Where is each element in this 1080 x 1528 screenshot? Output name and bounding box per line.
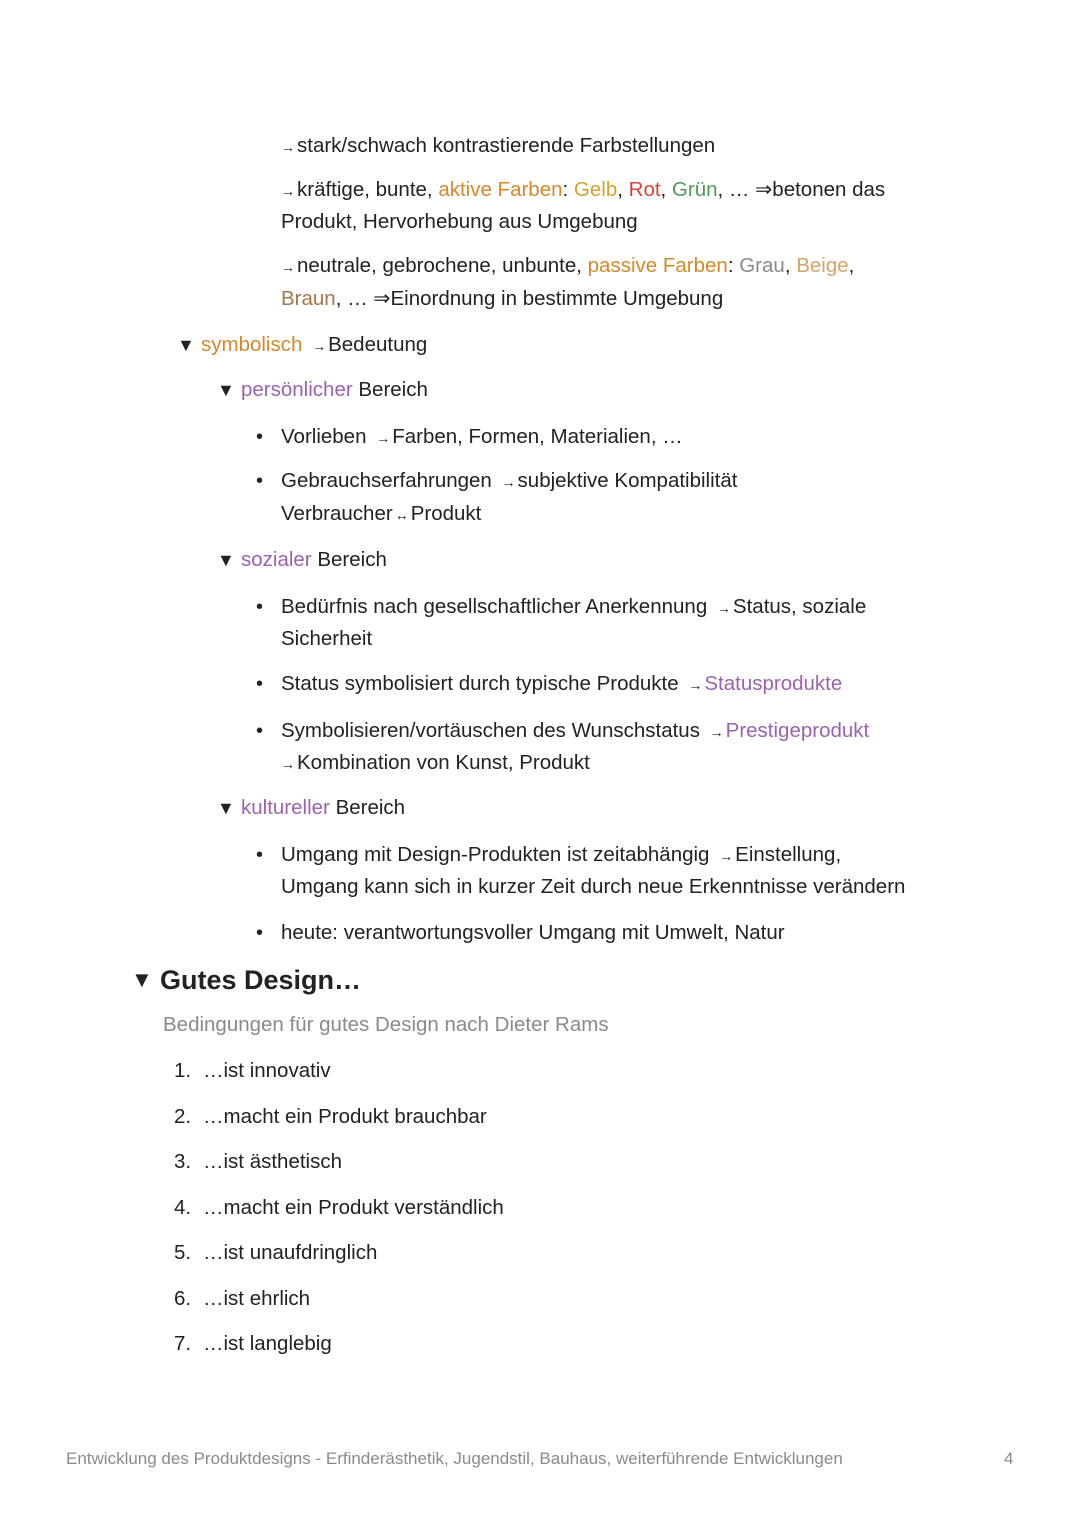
list-number: 4. bbox=[174, 1195, 192, 1219]
list-item: …ist unaufdringlich bbox=[203, 1241, 378, 1264]
arrow-right-icon: → bbox=[281, 756, 295, 772]
passive-colors-term: passive Farben bbox=[587, 254, 728, 277]
list-number: 5. bbox=[174, 1241, 192, 1264]
bullet-icon: • bbox=[256, 470, 264, 492]
list-number: 2. bbox=[174, 1104, 192, 1128]
list-item: …macht ein Produkt brauchbar bbox=[203, 1104, 487, 1128]
active-colors-line-2: Produkt, Hervorhebung aus Umgebung bbox=[281, 210, 638, 233]
arrow-right-icon: → bbox=[281, 139, 295, 155]
list-item: Symbolisieren/vortäuschen des Wunschstatus →Prestigeprodukt bbox=[281, 719, 870, 742]
list-item: Gebrauchserfahrungen →subjektive Kompatibilität bbox=[281, 469, 738, 492]
contrast-line: →stark/schwach kontrastierende Farbstellungen bbox=[281, 134, 716, 157]
symbolisch-heading: symbolisch →Bedeutung bbox=[201, 333, 428, 356]
arrow-right-icon: → bbox=[688, 677, 703, 693]
collapse-triangle-icon[interactable]: ▼ bbox=[217, 550, 235, 570]
list-number: 7. bbox=[174, 1332, 192, 1355]
bullet-icon: • bbox=[256, 922, 264, 944]
page-number: 4 bbox=[1004, 1449, 1014, 1468]
collapse-triangle-icon[interactable]: ▼ bbox=[217, 380, 235, 400]
list-number: 3. bbox=[174, 1150, 192, 1173]
bullet-icon: • bbox=[256, 844, 264, 866]
list-item: heute: verantwortungsvoller Umgang mit Umwelt, Natur bbox=[281, 921, 785, 944]
arrow-right-icon: → bbox=[281, 259, 295, 275]
footer-title: Entwicklung des Produktdesigns - Erfinderästhetik, Jugendstil, Bauhaus, weiterführende Entwicklungen bbox=[66, 1449, 843, 1468]
list-item-continuation: Sicherheit bbox=[281, 627, 373, 650]
list-item: …macht ein Produkt verständlich bbox=[203, 1195, 504, 1219]
list-item: Status symbolisiert durch typische Produkte →Statusprodukte bbox=[281, 672, 843, 695]
collapse-triangle-icon[interactable]: ▼ bbox=[131, 967, 153, 992]
passive-colors-line: →neutrale, gebrochene, unbunte, passive Farben: Grau, Beige, bbox=[281, 254, 855, 277]
list-number: 1. bbox=[174, 1059, 192, 1082]
list-item: …ist ehrlich bbox=[203, 1286, 311, 1310]
bullet-icon: • bbox=[256, 720, 264, 742]
bullet-icon: • bbox=[256, 596, 264, 618]
section-subtitle: Bedingungen für gutes Design nach Dieter Rams bbox=[163, 1013, 609, 1036]
list-number: 6. bbox=[174, 1286, 192, 1310]
social-heading: sozialer Bereich bbox=[241, 548, 387, 571]
arrow-both-icon: ↔ bbox=[394, 507, 409, 523]
list-item-continuation: Umgang kann sich in kurzer Zeit durch neue Erkenntnisse verändern bbox=[281, 875, 906, 898]
arrow-right-icon: → bbox=[501, 474, 516, 490]
active-colors-term: aktive Farben bbox=[438, 178, 563, 201]
personal-heading: persönlicher Bereich bbox=[241, 378, 428, 401]
list-item: …ist langlebig bbox=[203, 1332, 332, 1355]
section-heading: Gutes Design… bbox=[160, 965, 362, 995]
arrow-right-icon: → bbox=[719, 848, 734, 864]
list-item: …ist innovativ bbox=[203, 1059, 331, 1082]
bullet-icon: • bbox=[256, 673, 264, 695]
list-item: Bedürfnis nach gesellschaftlicher Anerkennung →Status, soziale bbox=[281, 595, 867, 618]
arrow-right-icon: → bbox=[716, 600, 731, 616]
bullet-icon: • bbox=[256, 426, 264, 448]
arrow-right-icon: → bbox=[312, 338, 327, 354]
list-item-continuation: →Kombination von Kunst, Produkt bbox=[281, 751, 590, 774]
collapse-triangle-icon[interactable]: ▼ bbox=[217, 798, 235, 818]
list-item: …ist ästhetisch bbox=[203, 1150, 342, 1173]
active-colors-line: →kräftige, bunte, aktive Farben: Gelb, Rot, Grün, … ⇒betonen das bbox=[281, 178, 886, 201]
list-item: Umgang mit Design-Produkten ist zeitabhängig →Einstellung, bbox=[281, 843, 842, 866]
collapse-triangle-icon[interactable]: ▼ bbox=[177, 335, 195, 355]
list-item-continuation: Verbraucher ↔Produkt bbox=[281, 502, 482, 525]
arrow-right-icon: → bbox=[281, 183, 295, 199]
passive-colors-line-2: Braun, … ⇒Einordnung in bestimmte Umgebung bbox=[281, 287, 724, 310]
list-item: Vorlieben →Farben, Formen, Materialien, … bbox=[281, 425, 683, 448]
cultural-heading: kultureller Bereich bbox=[241, 796, 406, 819]
arrow-right-icon: → bbox=[709, 724, 724, 740]
arrow-right-icon: → bbox=[376, 430, 391, 446]
